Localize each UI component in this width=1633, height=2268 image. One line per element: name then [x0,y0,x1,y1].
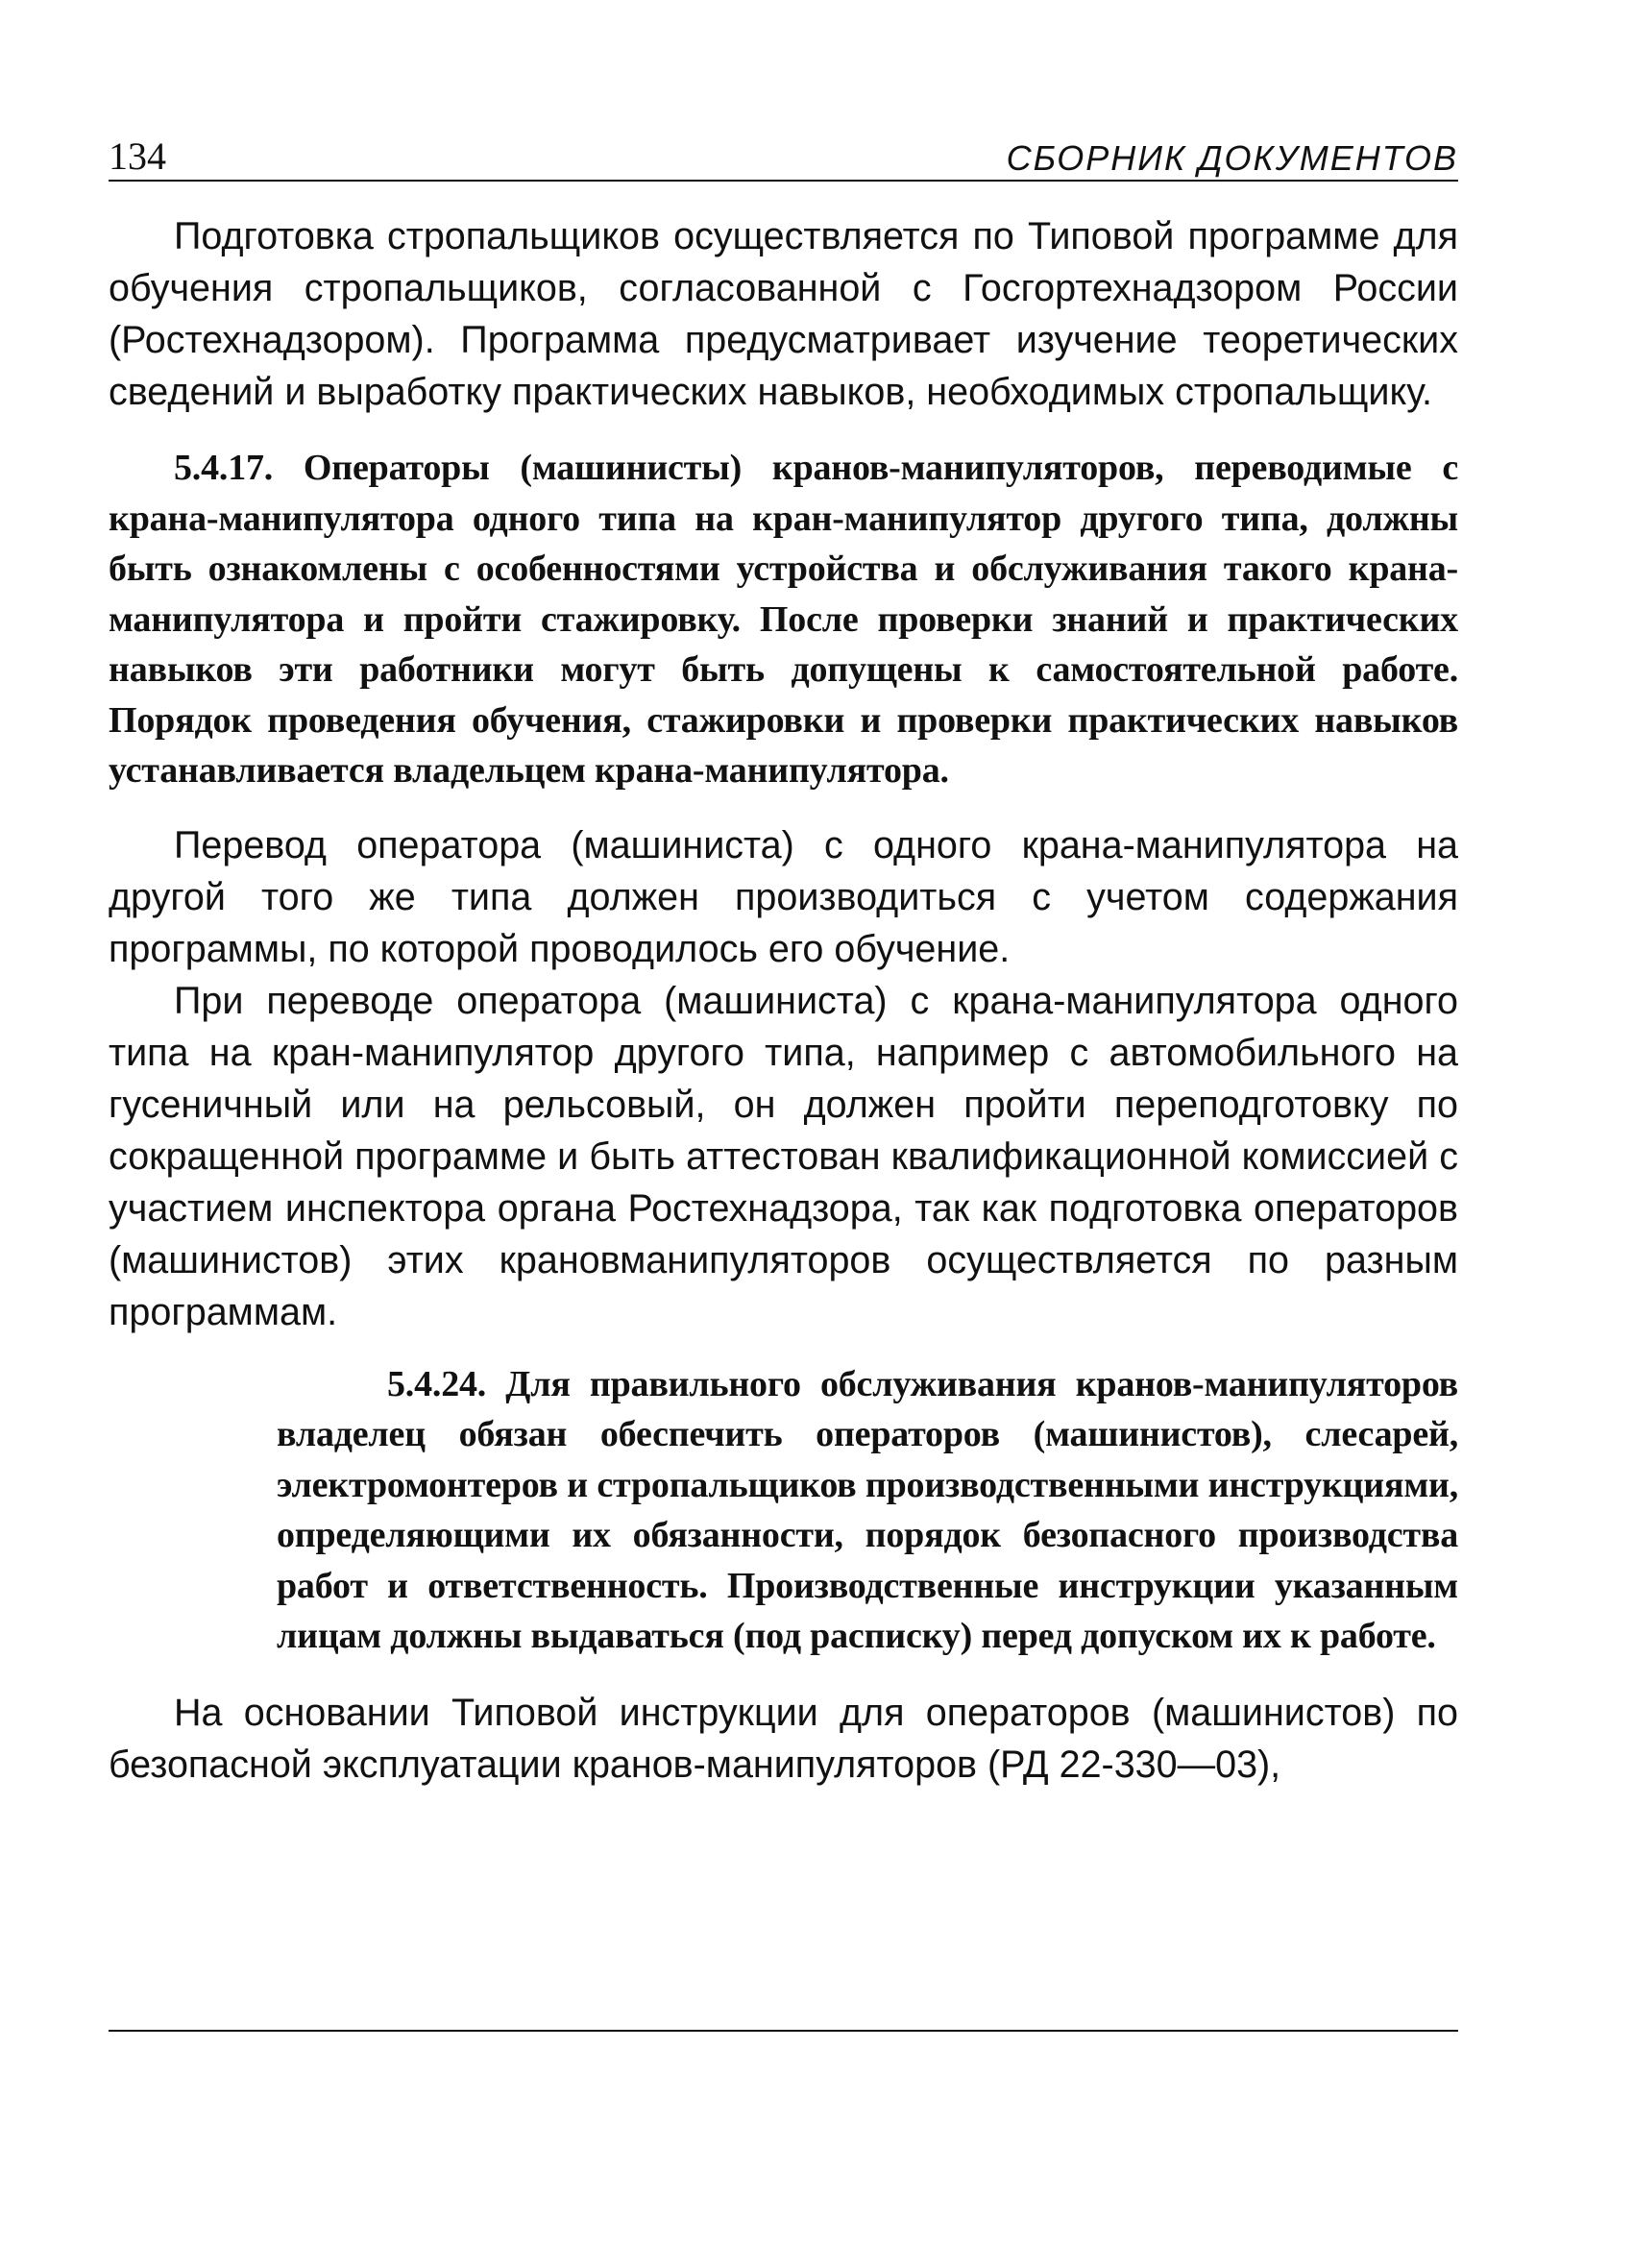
clause-5-4-24 [277,1359,1458,1662]
clause-text: Для правильного обслуживания кранов-манипуляторов владелец обязан обеспечить операторов (машинистов), слесарей, электромонтеров и стропальщиков производственными инструкциями, определяющими их обязанности, порядок безопасного производства работ и ответственность. Производственные инструкции указанным лицам должны выдаваться (под расписку) перед допуском их к работе. [277,1363,1458,1656]
page-body [109,210,1458,1791]
clause-number: 5.4.17. [174,448,274,488]
footer-rule [109,2030,1458,2032]
document-page [109,130,1458,1791]
clause-text: Операторы (машинисты) кранов-манипуляторов, переводимые с крана-манипулятора одного типа на кран-манипулятор другого типа, должны быть ознакомлены с особенностями устройства и обслуживания такого крана-манипулятора и пройти стажировку. После проверки знаний и практических навыков эти работники могут быть допущены к самостоятельной работе. Порядок проведения обучения, стажировки и проверки практических навыков устанавливается владельцем крана-манипулятора. [109,448,1458,791]
clause-5-4-17 [109,443,1458,796]
page-header [109,130,1458,182]
paragraph-other-type-transfer: При переводе оператора (машиниста) с крана-манипулятора одного типа на кран-манипулятор другого типа, например с автомобильного на гусеничный или на рельсовый, он должен пройти переподготовку по сокращенной программе и быть аттестован квалификационной комиссией с участием инспектора органа Ростехнадзора, так как подготовка операторов (машинистов) этих крановманипуляторов осуществляется по разным программам. [109,979,1458,1333]
paragraph-same-type-transfer: Перевод оператора (машиниста) с одного крана-манипулятора на другой того же типа должен производиться с учетом содержания программы, по которой проводилось его обучение. [109,823,1458,970]
paragraph-slinger-training: Подготовка стропальщиков осуществляется по Типовой программе для обучения стропальщиков, согласованной с Госгортехнадзором России (Ростехнадзором). Программа предусматривает изучение теоретических сведений и выработку практических навыков, необходимых стропальщику. [109,215,1458,413]
clause-number: 5.4.24. [387,1363,487,1404]
page-number: 134 [109,134,166,178]
running-title: СБОРНИК ДОКУМЕНТОВ [1006,138,1458,178]
paragraph-typical-instruction: На основании Типовой инструкции для операторов (машинистов) по безопасной эксплуатации кранов-манипуляторов (РД 22-330—03), [109,1691,1458,1786]
